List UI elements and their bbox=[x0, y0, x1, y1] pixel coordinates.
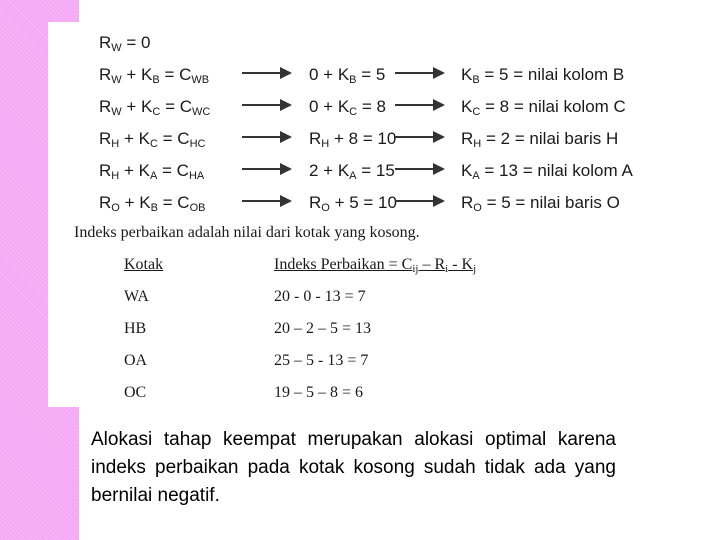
column-header-kotak: Kotak bbox=[124, 256, 164, 273]
equation-result: $R_H = 2$ = nilai baris H bbox=[461, 129, 619, 150]
table-cell-value: 25 – 5 - 13 = 7 bbox=[274, 352, 369, 369]
equation-middle: $R_H + 8 = 10$ bbox=[309, 129, 397, 150]
right-arrow-icon bbox=[242, 98, 292, 112]
column-header-indeks: Indeks Perbaikan = $C_{ij} - R_i - K_j$ bbox=[274, 256, 477, 275]
equation-left: $R_W + K_B = C_{WB}$ bbox=[99, 65, 210, 86]
equation-middle: $2 + K_A = 15$ bbox=[309, 161, 395, 182]
equation-left: $R_H + K_A = C_{HA}$ bbox=[99, 161, 205, 182]
equation-middle: $0 + K_C = 8$ bbox=[309, 97, 386, 118]
table-cell-value: 19 – 5 – 8 = 6 bbox=[274, 384, 364, 401]
right-arrow-icon bbox=[395, 130, 445, 144]
right-arrow-icon bbox=[395, 98, 445, 112]
right-arrow-icon bbox=[395, 66, 445, 80]
equation-middle: $0 + K_B = 5$ bbox=[309, 65, 386, 86]
table-cell-kotak: OA bbox=[124, 352, 148, 369]
equation-left: $R_W + K_C = C_{WC}$ bbox=[99, 97, 211, 118]
table-cell-kotak: WA bbox=[124, 288, 149, 305]
conclusion-paragraph: Alokasi tahap keempat merupakan alokasi optimal karena indeks perbaikan pada kotak kosong sudah tidak ada yang bernilai negatif. bbox=[91, 429, 616, 506]
right-arrow-icon bbox=[242, 66, 292, 80]
table-cell-kotak: OC bbox=[124, 384, 147, 401]
equation-result: $K_A = 13$ = nilai kolom A bbox=[461, 161, 633, 182]
table-cell-value: 20 – 2 – 5 = 13 bbox=[274, 320, 372, 337]
equation-left: $R_O + K_B = C_{OB}$ bbox=[99, 193, 206, 214]
table-cell-value: 20 - 0 - 13 = 7 bbox=[274, 288, 366, 305]
equation-result: $K_C = 8$ = nilai kolom C bbox=[461, 97, 626, 118]
equation-result: $R_O = 5$ = nilai baris O bbox=[461, 193, 620, 214]
equation-left: $R_H + K_C = C_{HC}$ bbox=[99, 129, 206, 150]
right-arrow-icon bbox=[395, 194, 445, 208]
right-arrow-icon bbox=[242, 162, 292, 176]
equation-left: $R_W = 0$ bbox=[99, 33, 151, 54]
table-cell-kotak: HB bbox=[124, 320, 147, 337]
right-arrow-icon bbox=[242, 194, 292, 208]
intro-text: Indeks perbaikan adalah nilai dari kotak yang kosong. bbox=[74, 224, 420, 241]
equation-middle: $R_O + 5 = 10$ bbox=[309, 193, 397, 214]
equation-result: $K_B = 5$ = nilai kolom B bbox=[461, 65, 625, 86]
right-arrow-icon bbox=[395, 162, 445, 176]
right-arrow-icon bbox=[242, 130, 292, 144]
